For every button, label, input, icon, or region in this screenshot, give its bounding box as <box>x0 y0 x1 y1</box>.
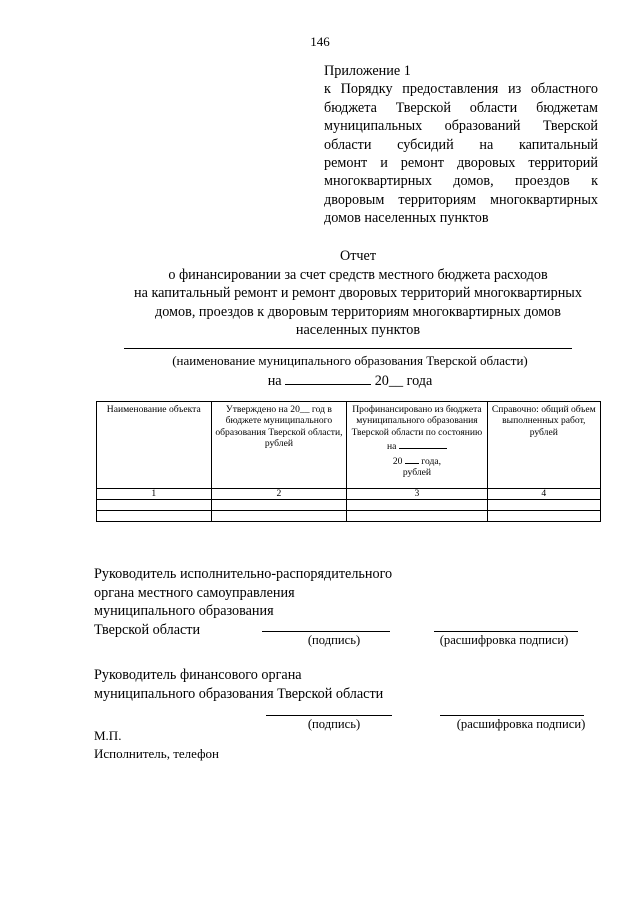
column-number: 1 <box>97 489 212 500</box>
head-title-line: органа местного самоуправления <box>94 584 295 601</box>
executor-phone: Исполнитель, телефон <box>94 746 219 761</box>
column-number: 2 <box>211 489 347 500</box>
report-subtitle-line: домов, проездов к дворовым территориям многоквартирных домов <box>155 303 561 320</box>
table-cell <box>211 500 347 511</box>
appendix-header <box>324 62 598 228</box>
appendix-line: Приложение 1 <box>324 63 411 79</box>
signature-label: (подпись) <box>307 717 361 731</box>
header-object-name: Наименование объекта <box>97 402 212 489</box>
head-title-line: Руководитель финансового органа <box>94 667 302 683</box>
column-number: 4 <box>487 489 600 500</box>
seal-place: М.П. <box>94 728 122 743</box>
head-title-line: муниципального образования Тверской области <box>94 685 384 702</box>
appendix-line: муниципальных образований Тверской <box>324 118 598 135</box>
table-row <box>97 500 601 511</box>
decoding-line <box>434 631 578 632</box>
table-row <box>97 511 601 522</box>
appendix-line: области субсидий на капитальный <box>324 136 598 153</box>
head-title-line: муниципального образования <box>94 603 274 620</box>
signature-label: (подпись) <box>307 633 361 647</box>
head-finance-signature-block <box>94 666 383 703</box>
header-financed-year-word: года, <box>421 455 442 467</box>
decoding-label: (расшифровка подписи) <box>439 633 569 647</box>
table-cell <box>347 511 487 522</box>
table-cell <box>211 511 347 522</box>
appendix-line: многоквартирных домов, проездов к <box>324 173 598 190</box>
appendix-line: бюджета Тверской области бюджетам <box>324 99 598 116</box>
municipality-caption: (наименование муниципального образования Тверской области) <box>172 353 528 368</box>
column-number: 3 <box>347 489 487 500</box>
header-approved: Утверждено на 20__ год в бюджете муниципального образования Тверской области, рублей <box>211 402 347 489</box>
signature-line <box>266 715 392 716</box>
report-subtitle-line: на капитальный ремонт и ремонт дворовых территорий многоквартирных <box>134 285 582 302</box>
header-financed-unit: рублей <box>402 467 432 479</box>
table-cell <box>487 511 600 522</box>
head-title-line: Тверской области <box>94 621 201 638</box>
date-blank <box>285 371 371 385</box>
date-suffix: года <box>406 373 433 389</box>
report-subtitle <box>0 266 640 340</box>
header-financed-year: 20 <box>392 455 403 467</box>
report-date-line <box>0 371 640 390</box>
municipality-name-line <box>124 348 572 349</box>
decoding-label: (расшифровка подписи) <box>456 717 586 731</box>
date-prefix: на <box>267 373 282 389</box>
header-year-blank <box>405 453 419 464</box>
appendix-line: к Порядку предоставления из областного <box>324 81 598 98</box>
appendix-line: ремонт и ремонт дворовых территорий <box>324 155 598 172</box>
table-cell <box>487 500 600 511</box>
report-table <box>96 401 601 522</box>
header-reference: Справочно: общий объем выполненных работ, рублей <box>487 402 600 489</box>
header-financed <box>347 402 487 489</box>
page-number: 146 <box>310 34 330 49</box>
table-row <box>97 489 601 500</box>
date-year-prefix: 20__ <box>374 373 404 389</box>
head-executive-signature-block <box>94 565 392 639</box>
header-financed-on: на <box>387 441 397 453</box>
report-subtitle-line: населенных пунктов <box>295 322 421 339</box>
table-cell <box>97 500 212 511</box>
table-cell <box>97 511 212 522</box>
decoding-line <box>440 715 584 716</box>
head-title-line: Руководитель исполнительно-распорядительного <box>94 566 393 582</box>
report-title: Отчет <box>339 248 377 264</box>
header-financed-text: Профинансировано из бюджета муниципального образования Тверской области по состоянию <box>351 404 483 438</box>
report-subtitle-line: о финансировании за счет средств местного бюджета расходов <box>168 267 548 283</box>
header-date-blank <box>399 438 447 449</box>
table-cell <box>347 500 487 511</box>
appendix-line: домов населенных пунктов <box>324 210 489 227</box>
table-header-row <box>97 402 601 489</box>
appendix-line: дворовым территориям многоквартирных <box>324 191 598 208</box>
signature-line <box>262 631 390 632</box>
